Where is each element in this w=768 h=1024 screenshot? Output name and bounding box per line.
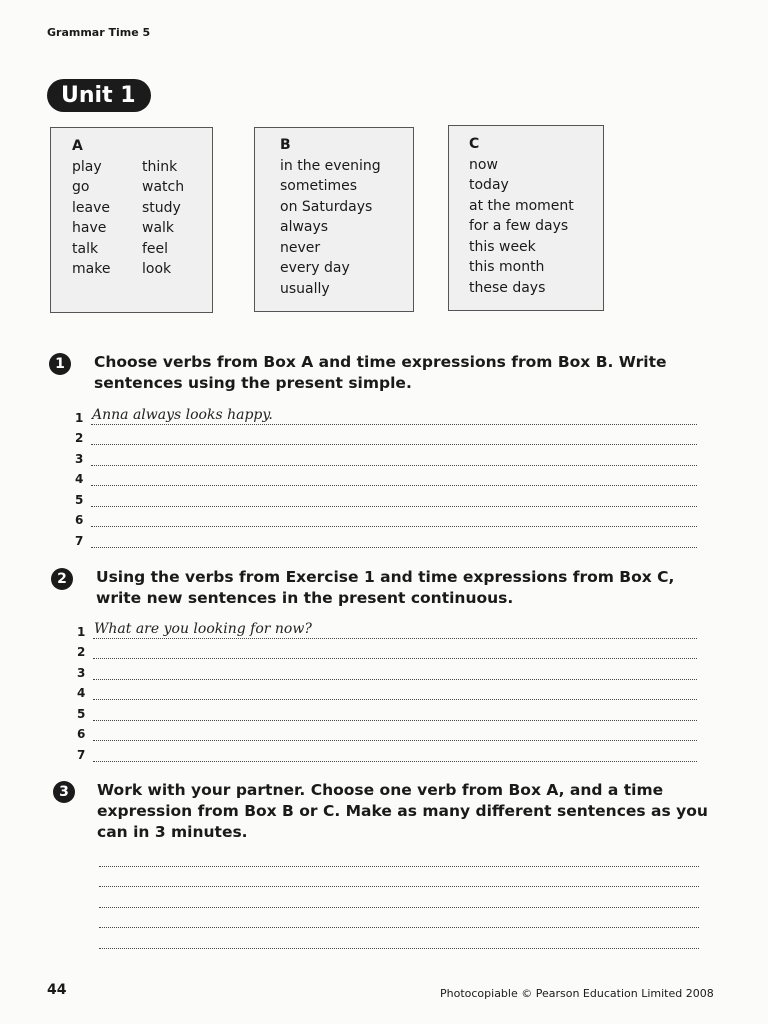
unit-badge: Unit 1 [47,79,151,112]
dotted-line[interactable] [91,531,697,548]
exercise-3-lines [99,846,699,949]
dotted-line[interactable] [91,469,697,486]
line-number: 2 [75,431,84,445]
verb-item: feel [142,240,169,257]
verb-item: think [142,158,178,175]
box-b-time-expressions [254,127,414,312]
answer-line[interactable] [99,887,699,908]
time-expression-item: in the evening [280,157,381,174]
verb-item: walk [142,220,175,236]
answer-line[interactable] [75,486,697,507]
exercise-2-number: 2 [51,568,73,590]
line-number: 7 [77,747,86,762]
line-number: 5 [75,492,84,507]
time-expression-item: usually [280,280,330,297]
time-expression-item: at the moment [469,197,574,214]
dotted-line[interactable] [93,745,697,762]
line-number: 7 [75,533,84,548]
line-number: 3 [77,665,86,680]
box-a-heading: A [72,138,83,154]
box-c-heading: C [469,136,480,152]
answer-line[interactable] [77,721,697,742]
line-number: 3 [75,451,84,466]
answer-line[interactable] [99,867,699,888]
verb-item: play [72,158,102,175]
time-expression-item: for a few days [469,218,569,234]
answer-line[interactable] [75,425,697,446]
time-expression-item: this week [469,238,536,255]
dotted-line[interactable] [91,490,697,507]
exercise-3-number: 3 [53,781,75,803]
answer-line[interactable] [77,700,697,721]
exercise-1-lines [75,404,697,548]
answer-line[interactable] [99,846,699,867]
dotted-line[interactable] [99,870,699,887]
answer-line[interactable] [75,404,697,425]
time-expression-item: today [469,177,509,193]
box-a-column-2 [142,157,212,280]
line-number: 6 [75,513,84,527]
answer-line[interactable] [77,680,697,701]
example-answer: What are you looking for now? [94,620,312,637]
copyright-notice: Photocopiable © Pearson Education Limited 2008 [440,987,714,1000]
line-number: 1 [75,410,84,425]
time-expression-item: this month [469,259,545,275]
example-answer: Anna always looks happy. [92,406,273,423]
dotted-line[interactable] [93,642,697,659]
box-a-column-1 [72,157,142,280]
dotted-line[interactable] [99,891,699,908]
exercise-2-lines [77,618,697,762]
box-a-verbs [50,127,213,313]
answer-line[interactable] [77,639,697,660]
dotted-line[interactable] [91,428,697,445]
verb-item: watch [142,179,185,195]
verb-item: leave [72,199,110,216]
answer-line[interactable] [75,445,697,466]
line-number: 6 [77,727,86,741]
dotted-line[interactable] [93,622,697,639]
time-expression-item: on Saturdays [280,198,373,215]
worksheet-header: Grammar Time 5 [47,26,151,39]
verb-item: study [142,199,181,216]
dotted-line[interactable] [99,932,699,949]
line-number: 4 [77,686,86,700]
answer-line[interactable] [75,507,697,528]
dotted-line[interactable] [91,510,697,527]
verb-item: talk [72,240,99,257]
answer-line[interactable] [99,928,699,949]
exercise-1-number: 1 [49,353,71,375]
answer-line[interactable] [77,659,697,680]
line-number: 5 [77,706,86,721]
dotted-line[interactable] [91,449,697,466]
time-expression-item: always [280,219,329,235]
answer-line[interactable] [75,527,697,548]
exercise-3-instruction: Work with your partner. Choose one verb from Box A, and a time expression from Box B or C. Make as many different sentences as you can in 3 minutes. [97,781,708,841]
dotted-line[interactable] [91,408,697,425]
dotted-line[interactable] [99,911,699,928]
answer-line[interactable] [77,618,697,639]
page-number: 44 [47,982,67,998]
time-expression-item: now [469,156,498,173]
verb-item: have [72,220,107,236]
box-c-time-expressions [448,125,604,311]
time-expression-item: sometimes [280,178,358,194]
answer-line[interactable] [99,908,699,929]
line-number: 1 [77,624,86,639]
answer-line[interactable] [77,741,697,762]
dotted-line[interactable] [93,704,697,721]
line-number: 2 [77,645,86,659]
time-expression-item: every day [280,260,350,276]
box-b-heading: B [280,137,291,153]
exercise-1-instruction: Choose verbs from Box A and time expressions from Box B. Write sentences using the present simple. [94,353,667,392]
verb-item: look [142,261,172,277]
time-expression-item: never [280,239,321,256]
dotted-line[interactable] [93,724,697,741]
dotted-line[interactable] [99,850,699,867]
answer-line[interactable] [75,466,697,487]
exercise-2-instruction: Using the verbs from Exercise 1 and time expressions from Box C, write new sentences in the present continuous. [96,568,675,607]
verb-item: go [72,179,90,195]
line-number: 4 [75,472,84,486]
verb-item: make [72,261,111,277]
dotted-line[interactable] [93,683,697,700]
dotted-line[interactable] [93,663,697,680]
time-expression-item: these days [469,279,546,296]
